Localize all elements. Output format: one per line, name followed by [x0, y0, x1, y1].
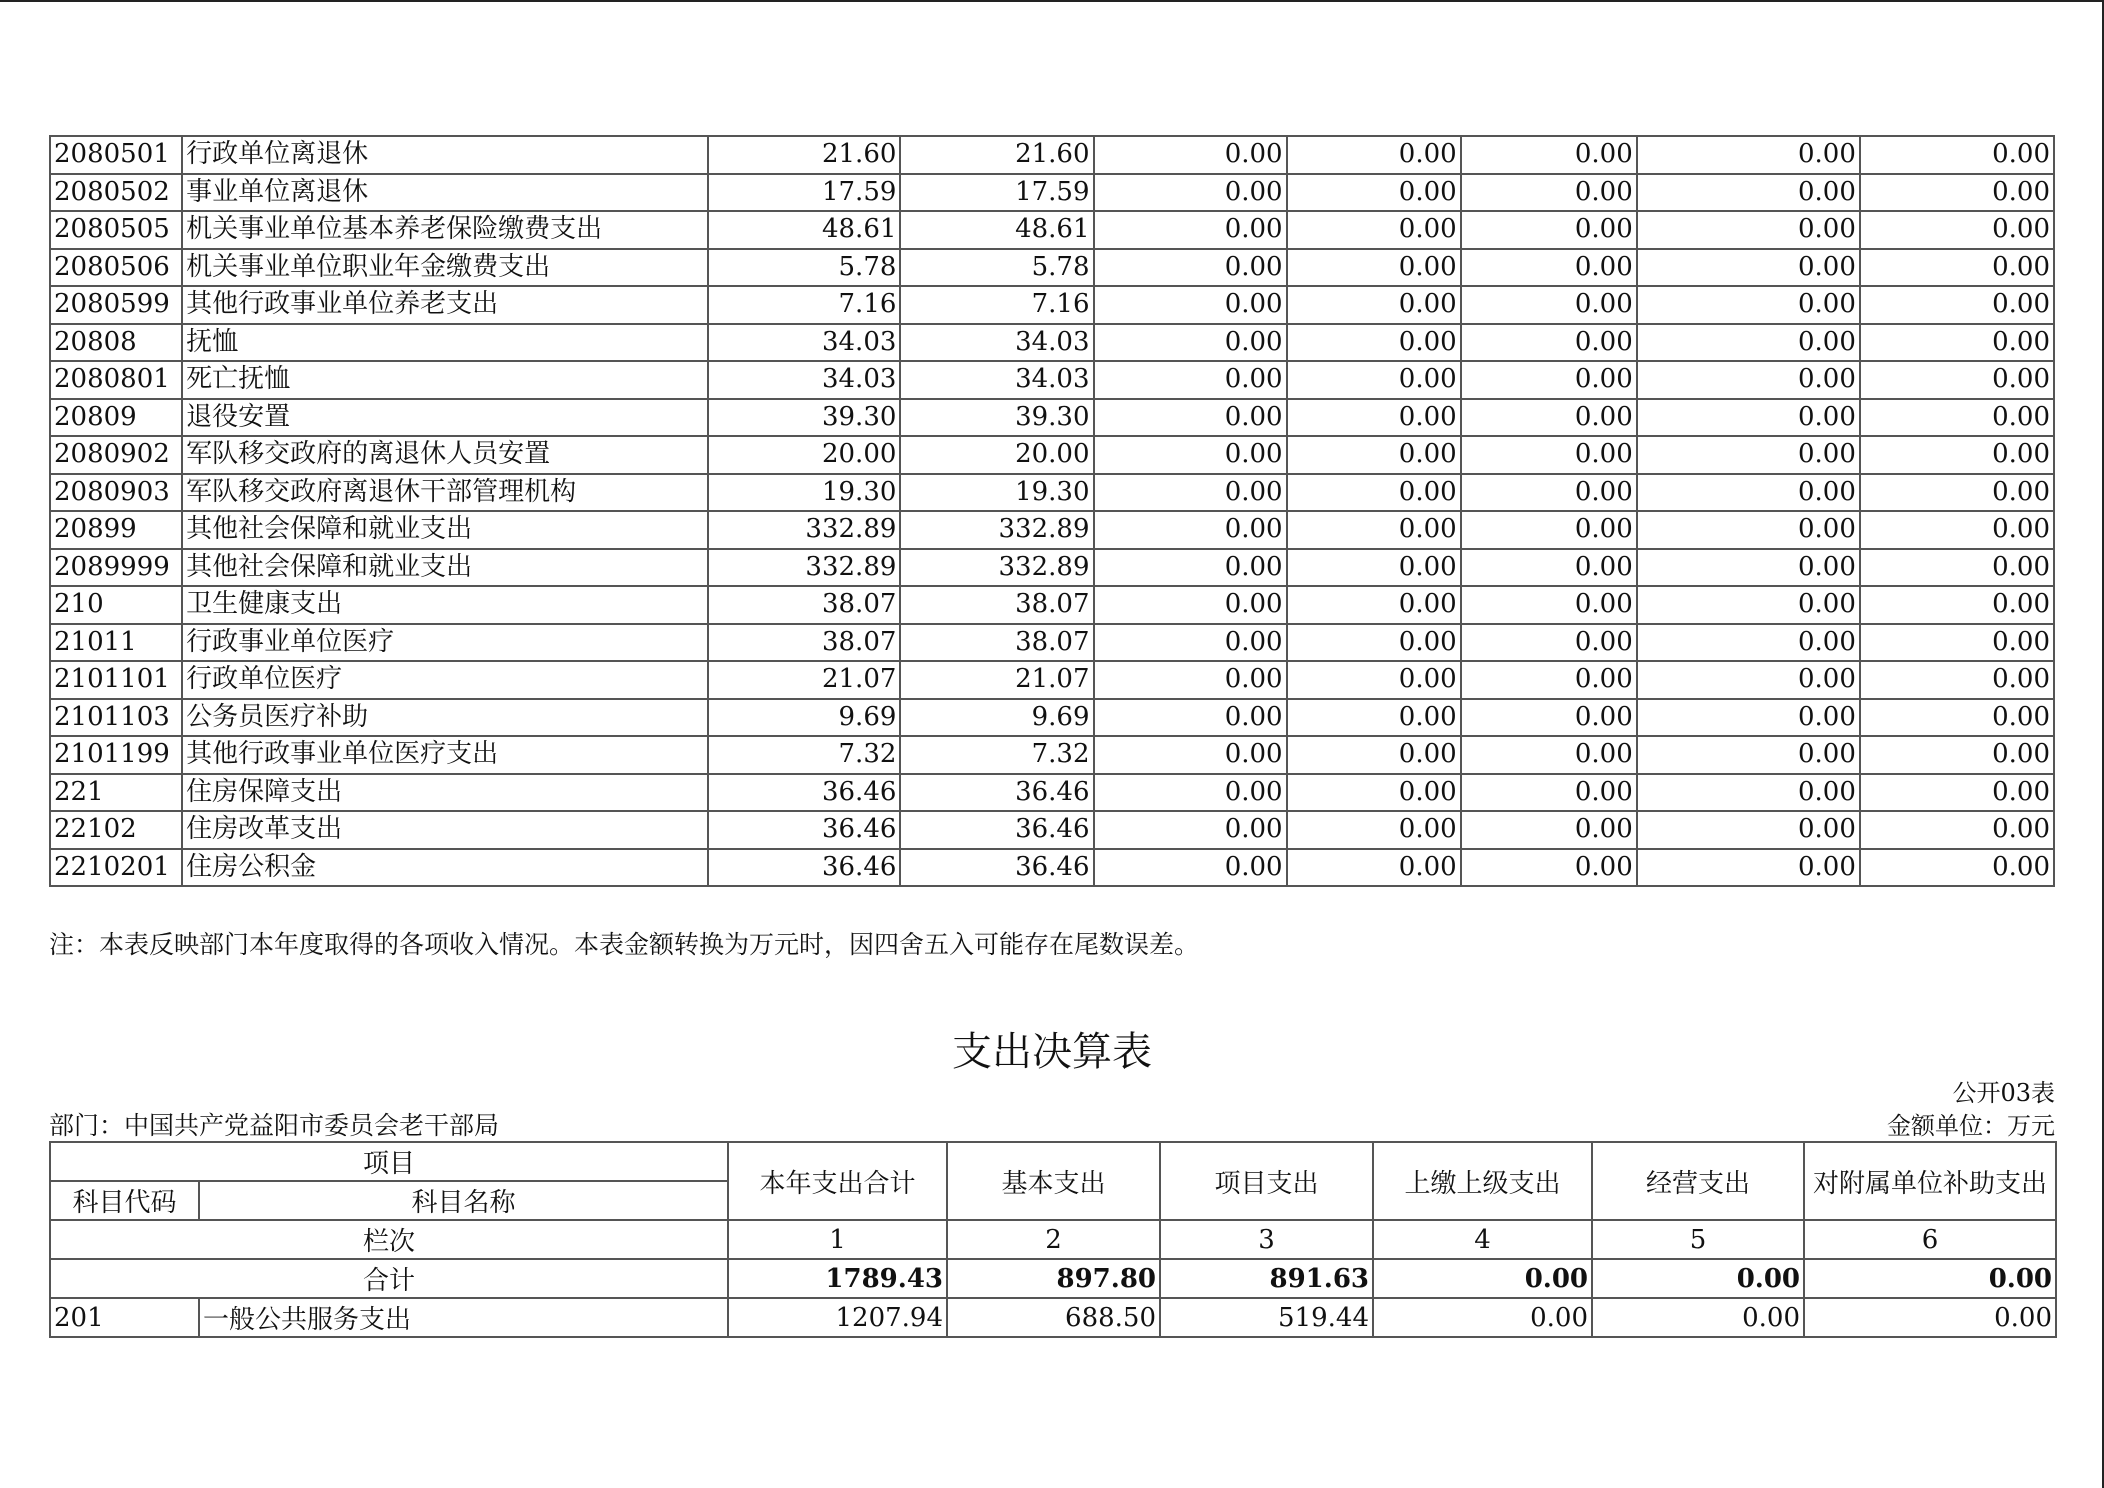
amount-cell: 0.00 — [1094, 474, 1287, 512]
amount-cell: 0.00 — [1860, 399, 2054, 437]
subject-name: 军队移交政府的离退休人员安置 — [182, 436, 708, 474]
amount-cell: 0.00 — [1637, 549, 1860, 587]
subject-code: 20899 — [50, 511, 182, 549]
amount-cell: 38.07 — [708, 586, 900, 624]
table-row — [50, 249, 2054, 287]
table-note: 注：本表反映部门本年度取得的各项收入情况。本表金额转换为万元时，因四舍五入可能存在尾数误差。 — [49, 930, 1200, 959]
amount-cell: 0.00 — [1094, 286, 1287, 324]
amount-cell: 0.00 — [1094, 549, 1287, 587]
amount-cell: 7.16 — [900, 286, 1093, 324]
table-row — [50, 511, 2054, 549]
amount-cell: 0.00 — [1637, 474, 1860, 512]
amount-cell: 0.00 — [1287, 549, 1461, 587]
amount-cell: 0.00 — [1094, 699, 1287, 737]
amount-cell: 0.00 — [1094, 399, 1287, 437]
amount-cell: 0.00 — [1860, 849, 2054, 887]
amount-cell: 332.89 — [708, 511, 900, 549]
subject-code: 201 — [50, 1298, 199, 1337]
amount-cell: 0.00 — [1287, 436, 1461, 474]
amount-cell: 5.78 — [708, 249, 900, 287]
amount-cell: 0.00 — [1860, 436, 2054, 474]
amount-cell: 0.00 — [1860, 661, 2054, 699]
amount-cell: 0.00 — [1637, 136, 1860, 174]
table-row — [50, 624, 2054, 662]
amount-cell: 0.00 — [1461, 249, 1637, 287]
subject-name: 其他社会保障和就业支出 — [182, 511, 708, 549]
table-row — [50, 811, 2054, 849]
amount-cell: 36.46 — [708, 774, 900, 812]
amount-cell: 36.46 — [900, 774, 1093, 812]
amount-cell: 0.00 — [1860, 324, 2054, 362]
subject-name: 其他行政事业单位医疗支出 — [182, 736, 708, 774]
amount-cell: 0.00 — [1287, 699, 1461, 737]
amount-cell: 0.00 — [1461, 849, 1637, 887]
subject-name: 事业单位离退休 — [182, 174, 708, 212]
amount-cell: 0.00 — [1860, 174, 2054, 212]
amount-cell: 0.00 — [1094, 736, 1287, 774]
table-row — [50, 399, 2054, 437]
subject-code: 2210201 — [50, 849, 182, 887]
amount-cell: 20.00 — [900, 436, 1093, 474]
amount-cell: 21.07 — [900, 661, 1093, 699]
seq-5: 5 — [1592, 1220, 1804, 1259]
amount-cell: 0.00 — [1637, 286, 1860, 324]
amount-cell: 34.03 — [900, 361, 1093, 399]
header-code: 科目代码 — [50, 1181, 199, 1220]
amount-cell: 36.46 — [708, 811, 900, 849]
amount-cell: 0.00 — [1592, 1298, 1804, 1337]
seq-6: 6 — [1804, 1220, 2056, 1259]
subject-name: 住房公积金 — [182, 849, 708, 887]
amount-cell: 0.00 — [1860, 136, 2054, 174]
amount-cell: 7.32 — [708, 736, 900, 774]
table-number: 公开03表 — [1952, 1079, 2055, 1107]
amount-cell: 0.00 — [1094, 849, 1287, 887]
header-item: 项目 — [50, 1142, 728, 1181]
amount-cell: 0.00 — [1287, 511, 1461, 549]
table-row — [50, 1298, 2056, 1337]
amount-cell: 0.00 — [1287, 211, 1461, 249]
subject-name: 住房改革支出 — [182, 811, 708, 849]
amount-cell: 0.00 — [1860, 624, 2054, 662]
subject-name: 其他行政事业单位养老支出 — [182, 286, 708, 324]
amount-cell: 21.60 — [900, 136, 1093, 174]
total-value: 1789.43 — [728, 1259, 947, 1298]
table-row — [50, 436, 2054, 474]
subject-code: 2080505 — [50, 211, 182, 249]
amount-cell: 0.00 — [1860, 286, 2054, 324]
amount-cell: 0.00 — [1860, 211, 2054, 249]
total-value: 0.00 — [1804, 1259, 2056, 1298]
amount-cell: 39.30 — [708, 399, 900, 437]
seq-1: 1 — [728, 1220, 947, 1259]
amount-cell: 0.00 — [1637, 436, 1860, 474]
subject-code: 2080902 — [50, 436, 182, 474]
amount-cell: 0.00 — [1094, 811, 1287, 849]
subject-code: 2080506 — [50, 249, 182, 287]
amount-cell: 9.69 — [900, 699, 1093, 737]
table-row — [50, 286, 2054, 324]
amount-cell: 17.59 — [708, 174, 900, 212]
amount-cell: 0.00 — [1637, 624, 1860, 662]
amount-cell: 0.00 — [1637, 736, 1860, 774]
amount-cell: 0.00 — [1287, 361, 1461, 399]
amount-cell: 20.00 — [708, 436, 900, 474]
table-row — [50, 549, 2054, 587]
table-row — [50, 774, 2054, 812]
total-row — [50, 1259, 2056, 1298]
amount-cell: 0.00 — [1461, 286, 1637, 324]
subject-name: 军队移交政府离退休干部管理机构 — [182, 474, 708, 512]
amount-cell: 0.00 — [1637, 774, 1860, 812]
amount-cell: 36.46 — [708, 849, 900, 887]
amount-cell: 0.00 — [1461, 624, 1637, 662]
subject-code: 20808 — [50, 324, 182, 362]
table-row — [50, 211, 2054, 249]
amount-cell: 0.00 — [1860, 699, 2054, 737]
amount-cell: 0.00 — [1637, 211, 1860, 249]
amount-cell: 0.00 — [1461, 699, 1637, 737]
seq-2: 2 — [947, 1220, 1160, 1259]
amount-cell: 38.07 — [708, 624, 900, 662]
subject-name: 卫生健康支出 — [182, 586, 708, 624]
subject-code: 210 — [50, 586, 182, 624]
amount-cell: 21.60 — [708, 136, 900, 174]
amount-cell: 0.00 — [1287, 174, 1461, 212]
amount-cell: 17.59 — [900, 174, 1093, 212]
amount-cell: 0.00 — [1461, 774, 1637, 812]
table-row — [50, 736, 2054, 774]
amount-cell: 0.00 — [1094, 324, 1287, 362]
subject-code: 2080502 — [50, 174, 182, 212]
header-col-1: 本年支出合计 — [728, 1142, 947, 1220]
amount-cell: 0.00 — [1860, 361, 2054, 399]
header-col-2: 基本支出 — [947, 1142, 1160, 1220]
amount-cell: 0.00 — [1637, 849, 1860, 887]
subject-code: 20809 — [50, 399, 182, 437]
amount-cell: 0.00 — [1461, 174, 1637, 212]
total-value: 897.80 — [947, 1259, 1160, 1298]
amount-cell: 21.07 — [708, 661, 900, 699]
amount-cell: 0.00 — [1860, 774, 2054, 812]
subject-code: 2101199 — [50, 736, 182, 774]
amount-cell: 0.00 — [1287, 399, 1461, 437]
amount-cell: 519.44 — [1160, 1298, 1373, 1337]
total-value: 891.63 — [1160, 1259, 1373, 1298]
amount-cell: 19.30 — [900, 474, 1093, 512]
amount-cell: 0.00 — [1287, 661, 1461, 699]
table-row — [50, 136, 2054, 174]
amount-cell: 0.00 — [1373, 1298, 1592, 1337]
amount-cell: 0.00 — [1461, 324, 1637, 362]
amount-cell: 34.03 — [708, 361, 900, 399]
amount-cell: 38.07 — [900, 624, 1093, 662]
subject-name: 行政事业单位医疗 — [182, 624, 708, 662]
amount-cell: 34.03 — [900, 324, 1093, 362]
amount-cell: 0.00 — [1461, 211, 1637, 249]
amount-cell: 0.00 — [1461, 811, 1637, 849]
amount-cell: 9.69 — [708, 699, 900, 737]
expenditure-table — [49, 1141, 2057, 1338]
subject-code: 22102 — [50, 811, 182, 849]
amount-cell: 0.00 — [1461, 436, 1637, 474]
amount-cell: 0.00 — [1461, 661, 1637, 699]
total-label: 合计 — [50, 1259, 728, 1298]
amount-cell: 0.00 — [1637, 811, 1860, 849]
page-title: 支出决算表 — [952, 1029, 1152, 1075]
amount-cell: 0.00 — [1804, 1298, 2056, 1337]
subject-name: 抚恤 — [182, 324, 708, 362]
header-col-6: 对附属单位补助支出 — [1804, 1142, 2056, 1220]
amount-cell: 36.46 — [900, 849, 1093, 887]
amount-cell: 0.00 — [1461, 736, 1637, 774]
amount-cell: 0.00 — [1461, 399, 1637, 437]
amount-cell: 0.00 — [1287, 586, 1461, 624]
seq-3: 3 — [1160, 1220, 1373, 1259]
amount-cell: 1207.94 — [728, 1298, 947, 1337]
amount-cell: 0.00 — [1287, 474, 1461, 512]
subject-code: 2080599 — [50, 286, 182, 324]
amount-cell: 0.00 — [1094, 174, 1287, 212]
amount-cell: 0.00 — [1461, 474, 1637, 512]
amount-cell: 0.00 — [1461, 136, 1637, 174]
table-row — [50, 586, 2054, 624]
amount-cell: 0.00 — [1094, 249, 1287, 287]
amount-cell: 0.00 — [1287, 811, 1461, 849]
page-top-border — [0, 0, 2104, 2]
table-row — [50, 474, 2054, 512]
table-row — [50, 174, 2054, 212]
amount-cell: 0.00 — [1461, 361, 1637, 399]
amount-cell: 332.89 — [900, 511, 1093, 549]
amount-cell: 0.00 — [1637, 249, 1860, 287]
amount-cell: 0.00 — [1637, 586, 1860, 624]
total-value: 0.00 — [1373, 1259, 1592, 1298]
amount-cell: 0.00 — [1287, 249, 1461, 287]
header-name: 科目名称 — [199, 1181, 728, 1220]
amount-cell: 0.00 — [1860, 549, 2054, 587]
subject-code: 2101101 — [50, 661, 182, 699]
amount-cell: 0.00 — [1461, 511, 1637, 549]
header-col-5: 经营支出 — [1592, 1142, 1804, 1220]
subject-name: 其他社会保障和就业支出 — [182, 549, 708, 587]
subject-name: 机关事业单位职业年金缴费支出 — [182, 249, 708, 287]
amount-cell: 38.07 — [900, 586, 1093, 624]
amount-cell: 34.03 — [708, 324, 900, 362]
total-value: 0.00 — [1592, 1259, 1804, 1298]
subject-name: 行政单位离退休 — [182, 136, 708, 174]
subject-code: 2080501 — [50, 136, 182, 174]
amount-cell: 0.00 — [1637, 699, 1860, 737]
amount-cell: 5.78 — [900, 249, 1093, 287]
amount-cell: 0.00 — [1287, 736, 1461, 774]
amount-cell: 0.00 — [1094, 136, 1287, 174]
amount-cell: 688.50 — [947, 1298, 1160, 1337]
amount-cell: 48.61 — [708, 211, 900, 249]
table-row — [50, 699, 2054, 737]
amount-cell: 0.00 — [1637, 661, 1860, 699]
amount-cell: 332.89 — [708, 549, 900, 587]
amount-cell: 0.00 — [1287, 774, 1461, 812]
subject-code: 2101103 — [50, 699, 182, 737]
amount-cell: 0.00 — [1094, 436, 1287, 474]
amount-cell: 0.00 — [1637, 324, 1860, 362]
amount-cell: 0.00 — [1860, 811, 2054, 849]
subject-name: 行政单位医疗 — [182, 661, 708, 699]
amount-cell: 7.16 — [708, 286, 900, 324]
amount-cell: 0.00 — [1637, 361, 1860, 399]
header-col-4: 上缴上级支出 — [1373, 1142, 1592, 1220]
subject-name: 机关事业单位基本养老保险缴费支出 — [182, 211, 708, 249]
header-col-3: 项目支出 — [1160, 1142, 1373, 1220]
amount-cell: 36.46 — [900, 811, 1093, 849]
table-row — [50, 324, 2054, 362]
amount-cell: 0.00 — [1094, 661, 1287, 699]
amount-cell: 19.30 — [708, 474, 900, 512]
amount-cell: 0.00 — [1287, 324, 1461, 362]
amount-cell: 0.00 — [1860, 249, 2054, 287]
subject-name: 一般公共服务支出 — [199, 1298, 728, 1337]
department-label: 部门：中国共产党益阳市委员会老干部局 — [49, 1111, 500, 1140]
amount-cell: 0.00 — [1094, 361, 1287, 399]
amount-cell: 0.00 — [1461, 549, 1637, 587]
amount-cell: 0.00 — [1287, 849, 1461, 887]
table-row — [50, 661, 2054, 699]
subject-name: 死亡抚恤 — [182, 361, 708, 399]
amount-cell: 48.61 — [900, 211, 1093, 249]
subject-name: 住房保障支出 — [182, 774, 708, 812]
amount-cell: 7.32 — [900, 736, 1093, 774]
income-table-continued — [49, 135, 2055, 887]
amount-cell: 0.00 — [1860, 736, 2054, 774]
amount-cell: 0.00 — [1094, 511, 1287, 549]
amount-cell: 0.00 — [1461, 586, 1637, 624]
amount-cell: 0.00 — [1094, 586, 1287, 624]
amount-unit-label: 金额单位：万元 — [1887, 1112, 2055, 1140]
subject-code: 2080801 — [50, 361, 182, 399]
subject-code: 2080903 — [50, 474, 182, 512]
amount-cell: 39.30 — [900, 399, 1093, 437]
table-row — [50, 361, 2054, 399]
amount-cell: 0.00 — [1287, 136, 1461, 174]
subject-code: 21011 — [50, 624, 182, 662]
amount-cell: 332.89 — [900, 549, 1093, 587]
amount-cell: 0.00 — [1637, 399, 1860, 437]
table-row — [50, 849, 2054, 887]
amount-cell: 0.00 — [1860, 586, 2054, 624]
seq-4: 4 — [1373, 1220, 1592, 1259]
amount-cell: 0.00 — [1287, 624, 1461, 662]
amount-cell: 0.00 — [1860, 511, 2054, 549]
subject-code: 2089999 — [50, 549, 182, 587]
amount-cell: 0.00 — [1094, 211, 1287, 249]
amount-cell: 0.00 — [1860, 474, 2054, 512]
subject-name: 退役安置 — [182, 399, 708, 437]
amount-cell: 0.00 — [1094, 624, 1287, 662]
amount-cell: 0.00 — [1637, 174, 1860, 212]
seq-label: 栏次 — [50, 1220, 728, 1259]
amount-cell: 0.00 — [1094, 774, 1287, 812]
amount-cell: 0.00 — [1287, 286, 1461, 324]
subject-code: 221 — [50, 774, 182, 812]
subject-name: 公务员医疗补助 — [182, 699, 708, 737]
amount-cell: 0.00 — [1637, 511, 1860, 549]
